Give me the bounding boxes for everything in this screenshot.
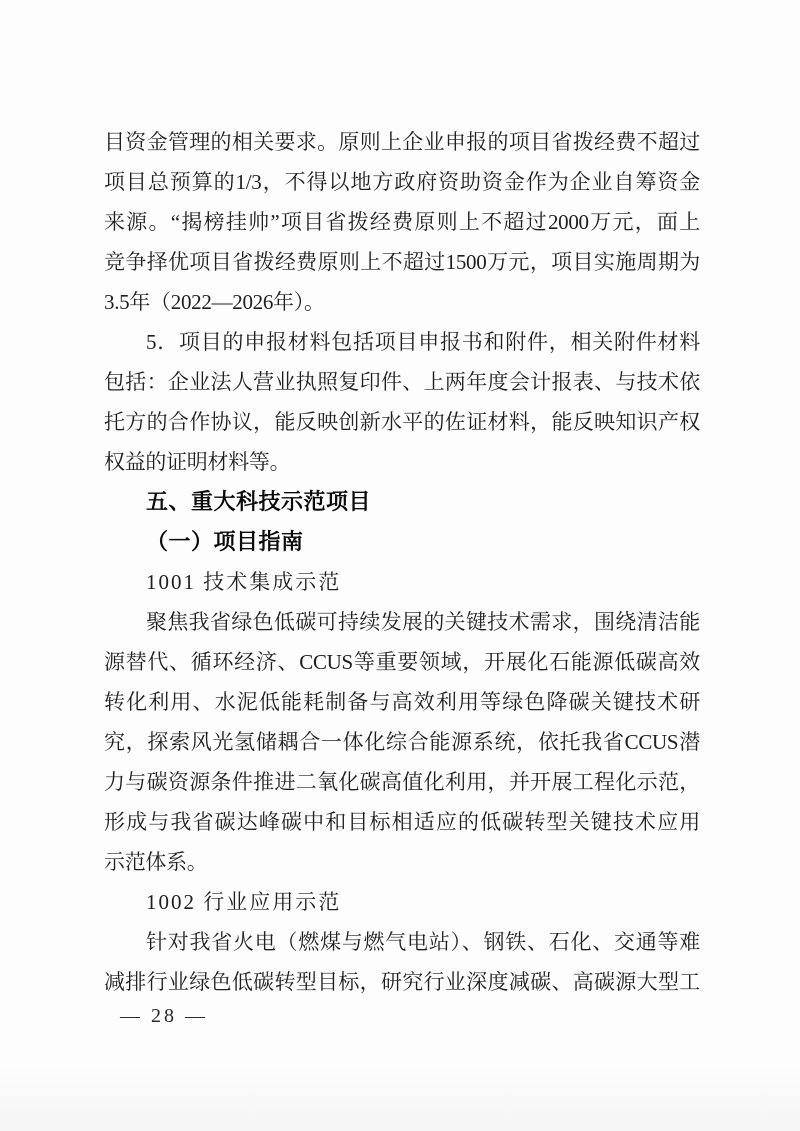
text-line: 示范体系。 [104,850,208,874]
text-line: 力与碳资源条件推进二氧化碳高值化利用，并开展工程化示范， [104,770,700,794]
text-line: 减排行业绿色低碳转型目标，研究行业深度减碳、高碳源大型工 [104,970,700,994]
subsection-heading: （一）项目指南 [146,529,304,554]
text-line: 源替代、循环经济、CCUS等重要领域，开展化石能源低碳高效 [104,650,700,674]
section-heading: 五、重大科技示范项目 [146,489,372,514]
text-line: 包括：企业法人营业执照复印件、上两年度会计报表、与技术依 [104,370,700,394]
text-line: 权益的证明材料等。 [104,450,291,474]
topic-heading: 1002 行业应用示范 [146,890,342,914]
text-line: 究，探索风光氢储耦合一体化综合能源系统，依托我省CCUS潜 [104,730,700,754]
text-line: 托方的合作协议，能反映创新水平的佐证材料，能反映知识产权 [104,410,700,434]
text-line: 来源。“揭榜挂帅”项目省拨经费原则上不超过2000万元，面上 [104,210,700,234]
text-line: 竞争择优项目省拨经费原则上不超过1500万元，项目实施周期为 [104,250,700,274]
text-line: 项目总预算的1/3，不得以地方政府资助资金作为企业自筹资金 [104,170,700,194]
text-line: 3.5年（2022—2026年）。 [104,290,325,314]
text-line: 针对我省火电（燃煤与燃气电站）、钢铁、石化、交通等难 [146,930,700,954]
topic-heading: 1001 技术集成示范 [146,570,342,594]
text-line: 形成与我省碳达峰碳中和目标相适应的低碳转型关键技术应用 [104,810,700,834]
text-line: 转化利用、水泥低能耗制备与高效利用等绿色降碳关键技术研 [104,690,700,714]
footer-page-number: — 28 — [120,1005,208,1027]
text-line: 5．项目的申报材料包括项目申报书和附件，相关附件材料 [146,330,700,354]
text-line: 聚焦我省绿色低碳可持续发展的关键技术需求，围绕清洁能 [146,610,700,634]
document-body [104,122,700,1002]
text-line: 目资金管理的相关要求。原则上企业申报的项目省拨经费不超过 [104,130,700,154]
